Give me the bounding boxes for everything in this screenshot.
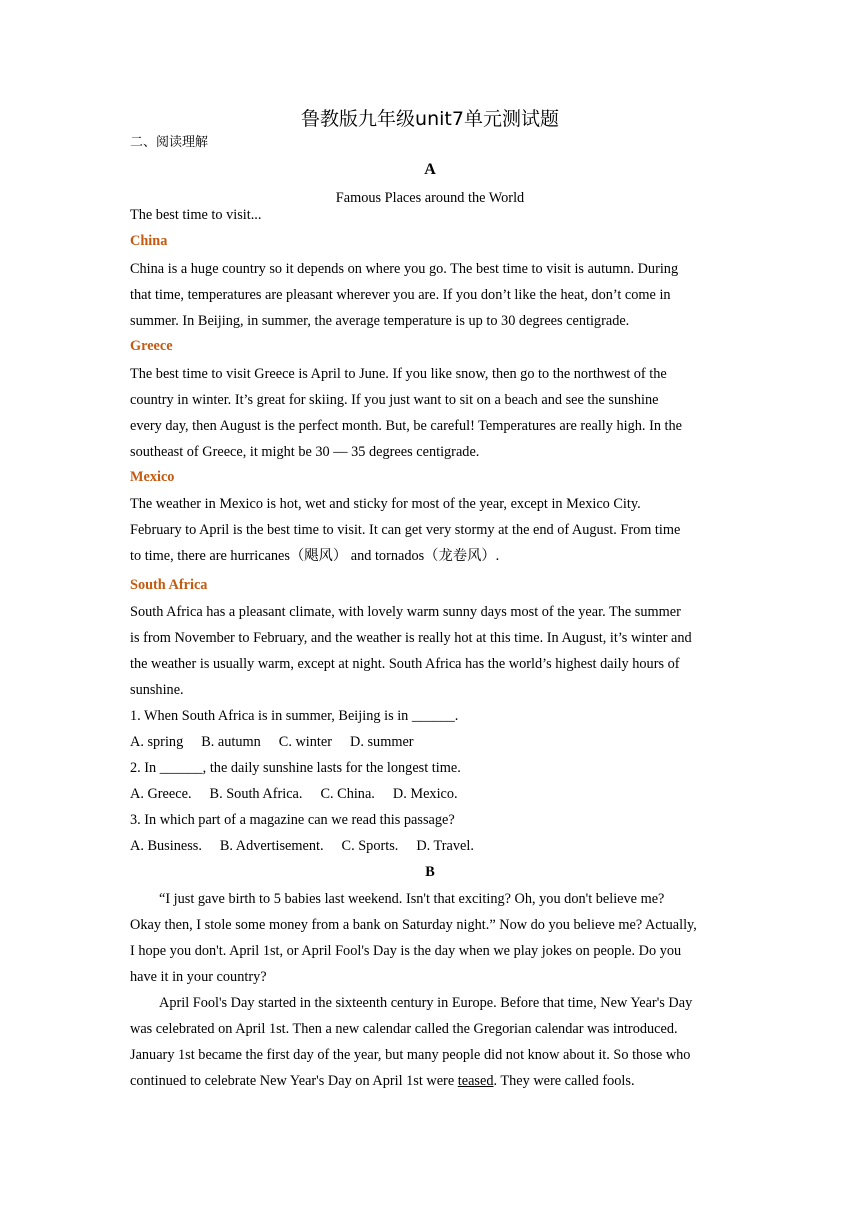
- text-line: The weather in Mexico is hot, wet and sticky for most of the year, except in Mexico City.: [130, 496, 641, 512]
- text-line: “I just gave birth to 5 babies last weekend. Isn't that exciting? Oh, you don't believe me?: [159, 891, 665, 907]
- question-2: 2. In ______, the daily sunshine lasts for the longest time.: [130, 760, 461, 776]
- text-line: the weather is usually warm, except at night. South Africa has the world’s highest daily hours of: [130, 656, 680, 672]
- question-1: 1. When South Africa is in summer, Beijing is in ______.: [130, 708, 459, 724]
- option-a: A. Greece.: [130, 786, 192, 802]
- option-d: D. Travel.: [416, 838, 474, 854]
- part-a-subtitle: Famous Places around the World: [335, 190, 525, 206]
- text-line: February to April is the best time to visit. It can get very stormy at the end of August. From time: [130, 522, 681, 538]
- option-b: B. autumn: [201, 734, 261, 750]
- option-d: D. summer: [350, 734, 414, 750]
- option-c: C. Sports.: [341, 838, 399, 854]
- text-segment: . They were called fools.: [493, 1073, 635, 1089]
- heading-mexico: Mexico: [130, 469, 175, 485]
- paragraph-greece: [130, 361, 740, 465]
- text-line: April Fool's Day started in the sixteenth century in Europe. Before that time, New Year's Day: [159, 995, 693, 1011]
- text-line: have it in your country?: [130, 969, 267, 985]
- heading-greece: Greece: [130, 338, 173, 354]
- questions-part-a: [130, 703, 740, 859]
- text-line: I hope you don't. April 1st, or April Fool's Day is the day when we play jokes on people. Do you: [130, 943, 682, 959]
- underlined-word: teased: [457, 1073, 494, 1089]
- heading-south-africa: South Africa: [130, 577, 208, 593]
- text-segment: continued to celebrate New Year's Day on April 1st were: [130, 1073, 458, 1089]
- option-c: C. winter: [278, 734, 333, 750]
- paragraph-mexico: [130, 491, 740, 569]
- paragraph-china: [130, 256, 740, 334]
- option-c: C. China.: [320, 786, 375, 802]
- paragraph-b-1: [130, 886, 740, 990]
- text-line: that time, temperatures are pleasant wherever you are. If you don’t like the heat, don’t come in: [130, 287, 671, 303]
- paragraph-b-2: [130, 990, 740, 1094]
- option-b: B. South Africa.: [209, 786, 303, 802]
- question-2-options: [130, 781, 740, 807]
- question-3: 3. In which part of a magazine can we read this passage?: [130, 812, 455, 828]
- option-a: A. Business.: [130, 838, 202, 854]
- option-a: A. spring: [130, 734, 184, 750]
- text-line: southeast of Greece, it might be 30 — 35 degrees centigrade.: [130, 444, 480, 460]
- part-a-label: A: [424, 161, 436, 178]
- text-line: country in winter. It’s great for skiing. If you just want to sit on a beach and see the sunshine: [130, 392, 659, 408]
- option-d: D. Mexico.: [392, 786, 458, 802]
- part-b-label: B: [425, 864, 435, 880]
- text-line: every day, then August is the perfect month. But, be careful! Temperatures are really high. In the: [130, 418, 683, 434]
- text-line: was celebrated on April 1st. Then a new calendar called the Gregorian calendar was introduced.: [130, 1021, 678, 1037]
- text-line: summer. In Beijing, in summer, the average temperature is up to 30 degrees centigrade.: [130, 313, 630, 329]
- section-heading: 二、阅读理解: [130, 135, 209, 150]
- text-line: The best time to visit Greece is April to June. If you like snow, then go to the northwest of the: [130, 366, 667, 382]
- text-line: Okay then, I stole some money from a bank on Saturday night.” Now do you believe me? Actually,: [130, 917, 697, 933]
- part-a-intro: The best time to visit...: [130, 207, 262, 223]
- heading-china: China: [130, 233, 168, 249]
- text-line: January 1st became the first day of the year, but many people did not know about it. So those who: [130, 1047, 691, 1063]
- text-line: South Africa has a pleasant climate, with lovely warm sunny days most of the year. The summer: [130, 604, 681, 620]
- text-line: sunshine.: [130, 682, 184, 698]
- question-3-options: [130, 833, 740, 859]
- text-line: [130, 1068, 740, 1094]
- question-1-options: [130, 729, 740, 755]
- text-line: is from November to February, and the weather is really hot at this time. In August, it’s winter and: [130, 630, 692, 646]
- text-line: China is a huge country so it depends on where you go. The best time to visit is autumn. During: [130, 261, 679, 277]
- paragraph-south-africa: [130, 599, 740, 703]
- document-title: 鲁教版九年级unit7单元测试题: [301, 108, 559, 130]
- text-line: to time, there are hurricanes（飓风） and tornados（龙卷风）.: [130, 548, 500, 564]
- option-b: B. Advertisement.: [219, 838, 324, 854]
